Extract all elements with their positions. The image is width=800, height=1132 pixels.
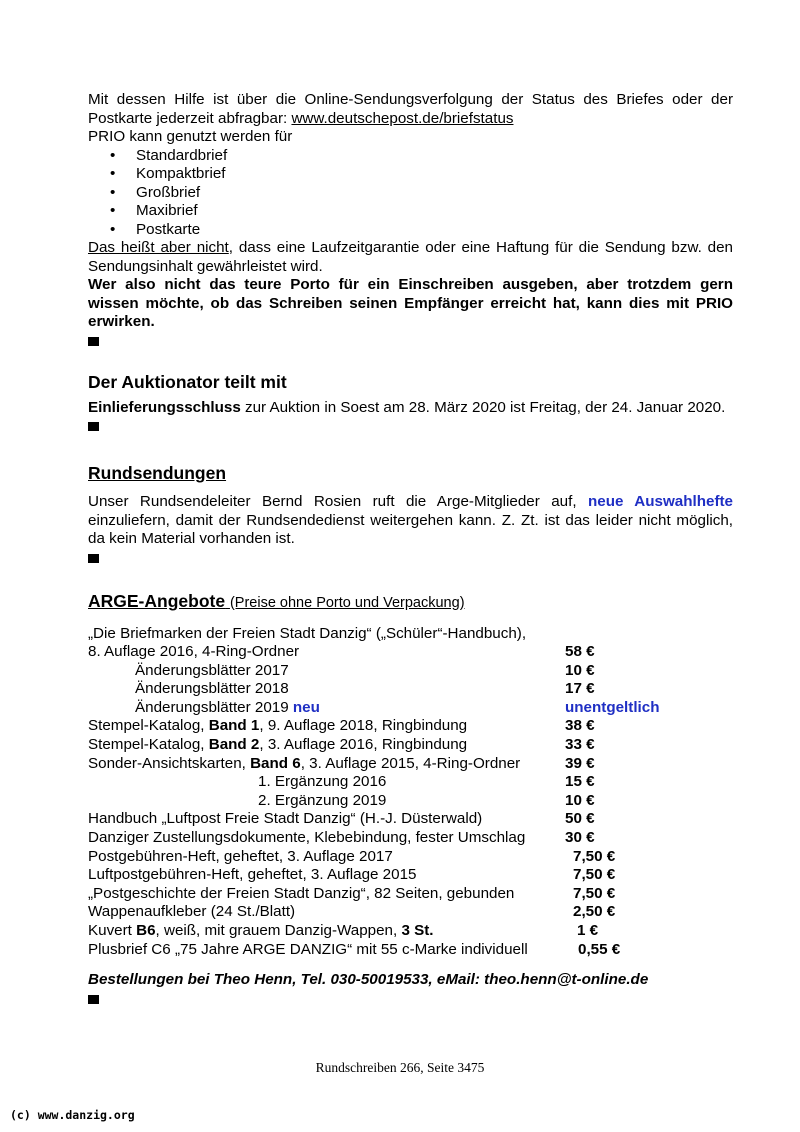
- offer-label: 2. Ergänzung 2019: [258, 791, 387, 809]
- offer-label: , 3. Auflage 2015, 4-Ring-Ordner: [300, 754, 521, 772]
- auktion-text: zur Auktion in Soest am 28. März 2020 ist Freitag, der 24. Januar 2020.: [240, 398, 726, 416]
- offers-list: [88, 625, 733, 960]
- offer-price: 15 €: [565, 773, 595, 791]
- offer-price: 7,50 €: [573, 884, 616, 902]
- offer-row: [88, 810, 733, 829]
- angebote-heading: [88, 591, 465, 611]
- offer-label: Änderungsblätter 2017: [135, 661, 289, 679]
- offer-label: Stempel-Katalog,: [88, 717, 209, 735]
- offer-row: [88, 885, 733, 904]
- offer-label: Wappenaufkleber (24 St./Blatt): [88, 903, 296, 921]
- offer-label: Stempel-Katalog,: [88, 736, 209, 754]
- page-content: [88, 91, 733, 1004]
- offer-label: Luftpostgebühren-Heft, geheftet, 3. Auflage 2015: [88, 866, 417, 884]
- order-contact: Bestellungen bei Theo Henn, Tel. 030-50019533, eMail: theo.henn@t-online.de: [88, 971, 649, 989]
- auktion-bold: Einlieferungsschluss: [88, 398, 241, 416]
- auktion-heading: Der Auktionator teilt mit: [88, 371, 287, 392]
- offer-price: 39 €: [565, 754, 595, 772]
- list-item: • Standardbrief: [88, 147, 733, 166]
- rund-text: einzuliefern, damit der Rundsendedienst weitergehen kann. Z. Zt. ist das leider nicht möglich, da kein Material vorhanden ist.: [88, 511, 733, 547]
- guarantee-paragraph: [88, 239, 733, 276]
- offer-label: „Die Briefmarken der Freien Stadt Danzig“ („Schüler“-Handbuch),: [88, 624, 527, 642]
- offer-row: [88, 829, 733, 848]
- offer-row: [88, 699, 733, 718]
- angebote-note: (Preise ohne Porto und Verpackung): [229, 594, 465, 611]
- rundsendungen-paragraph: [88, 493, 733, 549]
- angebote-title: ARGE-Angebote: [88, 590, 226, 611]
- offer-label: Sonder-Ansichtskarten,: [88, 754, 251, 772]
- offer-price: 10 €: [565, 791, 595, 809]
- offer-label-bold: Band 2: [208, 736, 260, 754]
- offer-price: 7,50 €: [573, 847, 616, 865]
- intro-paragraph: [88, 91, 733, 128]
- offer-row: [88, 922, 733, 941]
- list-item: • Großbrief: [88, 184, 733, 203]
- prio-bold-paragraph: Wer also nicht das teure Porto für ein Einschreiben ausgeben, aber trotzdem gern wissen möchte, ob das Schreiben seinen Empfänger erreicht hat, kann dies mit PRIO erwirken.: [88, 276, 733, 330]
- prio-usage-text: PRIO kann genutzt werden für: [88, 128, 293, 145]
- offer-price: 58 €: [565, 643, 595, 661]
- offer-row: [88, 717, 733, 736]
- offer-label: , weiß, mit grauem Danzig-Wappen,: [155, 922, 402, 939]
- offer-row: [88, 643, 733, 662]
- offer-price: 33 €: [565, 736, 595, 754]
- offer-label: Danziger Zustellungsdokumente, Klebebindung, fester Umschlag: [88, 829, 526, 847]
- list-item: • Kompaktbrief: [88, 165, 733, 184]
- guarantee-text: , dass eine Laufzeitgarantie oder eine Haftung für die Sendung bzw. den Sendungsinhalt gewährleistet wird.: [88, 239, 733, 275]
- offer-price: 30 €: [565, 829, 595, 847]
- briefstatus-link[interactable]: www.deutschepost.de/briefstatus: [291, 109, 514, 127]
- offer-label: , 9. Auflage 2018, Ringbindung: [259, 717, 468, 735]
- offer-row: [88, 755, 733, 774]
- rund-highlight: neue Auswahlhefte: [587, 493, 734, 510]
- offer-price: 10 €: [565, 661, 595, 679]
- underlined-text: Das heißt aber nicht: [88, 239, 229, 256]
- offer-label: Kuvert: [88, 922, 137, 939]
- rundsendungen-heading: Rundsendungen: [88, 463, 227, 483]
- offer-label: Handbuch „Luftpost Freie Stadt Danzig“ (H.-J. Düsterwald): [88, 810, 483, 828]
- offer-row: [88, 736, 733, 755]
- offer-price: 1 €: [577, 922, 599, 939]
- square-bullet-icon: [88, 337, 99, 346]
- offer-price: 50 €: [565, 810, 595, 828]
- offer-row: [88, 680, 733, 699]
- offer-row: [88, 792, 733, 811]
- prio-list: [88, 147, 733, 240]
- offer-row: [88, 662, 733, 681]
- offer-label: 1. Ergänzung 2016: [258, 773, 387, 791]
- offer-label-bold: Band 1: [208, 717, 260, 735]
- offer-row: [88, 625, 733, 644]
- offer-price: 38 €: [565, 717, 595, 735]
- offer-row: [88, 903, 733, 922]
- page-footer: Rundschreiben 266, Seite 3475: [315, 1060, 485, 1075]
- auktion-paragraph: [88, 399, 733, 418]
- square-bullet-icon: [88, 995, 99, 1004]
- new-badge: neu: [292, 698, 320, 716]
- offer-label: , 3. Auflage 2016, Ringbindung: [259, 736, 468, 754]
- offer-label: Änderungsblätter 2018: [135, 680, 289, 698]
- square-bullet-icon: [88, 554, 99, 563]
- offer-label: Postgebühren-Heft, geheftet, 3. Auflage 2017: [88, 847, 393, 865]
- offer-price: 0,55 €: [578, 940, 621, 958]
- list-item: • Postkarte: [88, 221, 733, 240]
- offer-price: 2,50 €: [573, 903, 616, 921]
- offer-row: [88, 866, 733, 885]
- offer-price: unentgeltlich: [565, 698, 660, 716]
- offer-price: 7,50 €: [573, 866, 616, 884]
- offer-label: Änderungsblätter 2019: [135, 698, 293, 716]
- offer-label-bold: 3 St.: [401, 922, 434, 939]
- angebote-heading-line: [88, 590, 733, 614]
- copyright-note: (c) www.danzig.org: [10, 1108, 135, 1122]
- offer-row: [88, 773, 733, 792]
- square-bullet-icon: [88, 422, 99, 431]
- offer-row: [88, 941, 733, 960]
- rund-text: Unser Rundsendeleiter Bernd Rosien ruft die Arge-Mitglieder auf,: [88, 493, 588, 510]
- list-item: • Maxibrief: [88, 202, 733, 221]
- offer-label: 8. Auflage 2016, 4-Ring-Ordner: [88, 643, 300, 661]
- offer-label-bold: Band 6: [250, 754, 301, 772]
- offer-label: Plusbrief C6 „75 Jahre ARGE DANZIG“ mit 55 c-Marke individuell: [88, 940, 528, 958]
- offer-label: „Postgeschichte der Freien Stadt Danzig“, 82 Seiten, gebunden: [88, 884, 515, 902]
- offer-label-bold: B6: [136, 922, 156, 939]
- offer-row: [88, 848, 733, 867]
- intro-text: Mit dessen Hilfe ist über die Online-Sendungsverfolgung der Status des Briefes oder der Postkarte jederzeit abfragbar:: [88, 91, 733, 127]
- offer-price: 17 €: [565, 680, 595, 698]
